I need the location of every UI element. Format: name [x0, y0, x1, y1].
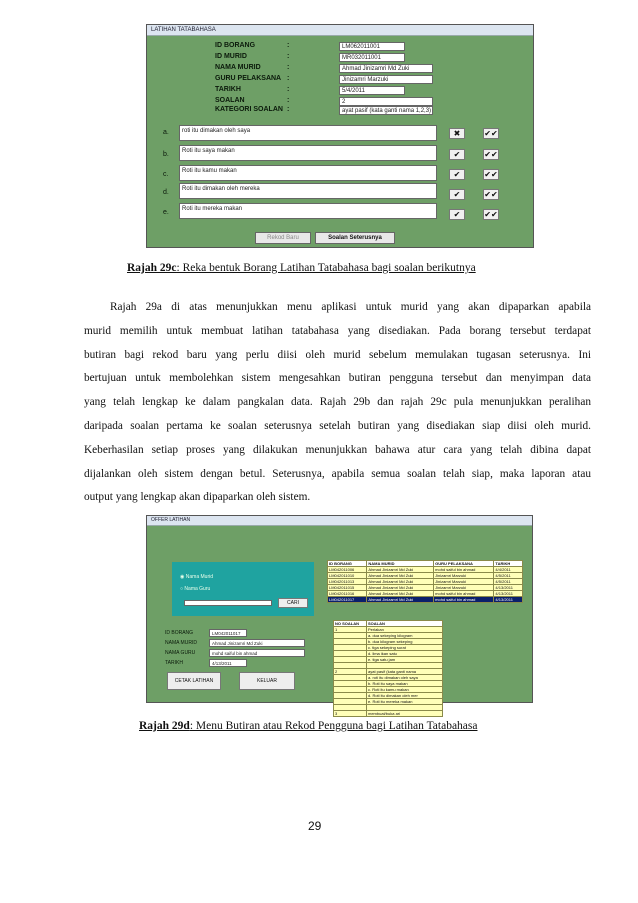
body-paragraph: Rajah 29a di atas menunjukkan menu aplikasi untuk murid yang akan dipaparkan apabila murid memilih untuk membuat latihan tatabahasa yang disediakan. Pada borang tersebut terdapat butiran bagi rekod baru yang perlu diisi oleh murid sebelum memulakan tugasan seterusnya. Ini bertujuan untuk membolehkan sistem mengesahkan butiran pengguna tersebut dan menyimpan data yang telah lengkap ke dalam pangkalan data. Rajah 29b dan rajah 29c pula menunjukkan peralihan daripada soalan pertama ke soalan seterusnya setelah butiran yang disediakan siap diisi oleh murid. Keberhasilan setiap proses yang dilakukan menunjukkan bahawa atur cara yang telah dibina dapat dijalankan oleh sistem dengan betul. Seterusnya, apabila semua soalan telah siap, maka laporan atau output yang lengkap akan dipaparkan oleh sistem. — [84, 301, 591, 504]
column-header[interactable]: ID BORANG — [328, 561, 367, 567]
correct-mark-icon: ✔ — [449, 169, 465, 180]
field-label-kategori-soalan: KATEGORI SOALAN — [215, 106, 283, 113]
new-record-button[interactable]: Rekod Baru — [255, 232, 311, 244]
answer-input[interactable]: Roti itu saya makan — [179, 145, 437, 161]
table-cell: b. Roti itu saya makan — [367, 681, 443, 687]
question-letter: b. — [163, 151, 169, 158]
field-guru-pelaksana[interactable]: Jinizamri Marzuki — [339, 75, 433, 84]
table-cell: Perlakan — [367, 627, 443, 633]
answer-input[interactable]: Roti itu kamu makan — [179, 165, 437, 181]
table-cell: LM042011006 — [328, 567, 367, 573]
table-cell: 4/4/2011 — [494, 567, 523, 573]
radio-nama-guru[interactable]: ○ Nama Guru — [180, 586, 211, 592]
table-cell: 4/13/2011 — [494, 591, 523, 597]
table-cell: Jinizamri Marzuki — [434, 573, 494, 579]
answer-input[interactable]: Roti itu dimakan oleh mereka — [179, 183, 437, 199]
table-row[interactable] — [328, 597, 523, 603]
exit-button[interactable]: KELUAR — [239, 672, 295, 690]
column-header[interactable]: NO SOALAN — [334, 621, 367, 627]
wrong-mark-icon: ✖ — [449, 128, 465, 139]
table-cell: 4/13/2011 — [494, 597, 523, 603]
answer-input[interactable]: roti itu dimakan oleh saya — [179, 125, 437, 141]
field-tarikh[interactable]: 4/13/2011 — [209, 659, 247, 667]
column-header[interactable]: NAMA MURID — [367, 561, 434, 567]
field-label-nama-murid: NAMA MURID — [215, 64, 261, 71]
field-label-id-borang: ID BORANG — [165, 630, 194, 636]
answer-input[interactable]: Roti itu mereka makan — [179, 203, 437, 219]
questions-table[interactable] — [333, 620, 443, 717]
table-cell: Ahmad Jinizamri Md Zuki — [367, 579, 434, 585]
column-header[interactable]: GURU PELAKSANA — [434, 561, 494, 567]
table-cell: ayat pasif (kata ganti nama — [367, 669, 443, 675]
search-input[interactable] — [184, 600, 272, 606]
table-cell: 4/13/2011 — [494, 585, 523, 591]
correct-mark-icon: ✔ — [449, 149, 465, 160]
field-label-id-murid: ID MURID — [215, 53, 247, 60]
table-cell: Ahmad Jinizamri Md Zuki — [367, 597, 434, 603]
next-question-button[interactable]: Soalan Seterusnya — [315, 232, 395, 244]
table-cell: mohd saiful bin ahmad — [434, 591, 494, 597]
search-panel — [172, 562, 314, 616]
field-label-tarikh: TARIKH — [215, 86, 241, 93]
search-button[interactable]: CARI — [278, 598, 308, 608]
table-cell: mohd saiful bin ahmad — [434, 597, 494, 603]
table-cell: LM042011015 — [328, 585, 367, 591]
window-title: LATIHAN TATABAHASA — [151, 27, 216, 33]
column-header[interactable]: SOALAN — [367, 621, 443, 627]
table-row[interactable] — [334, 711, 443, 717]
field-id-borang[interactable]: LM062011001 — [339, 42, 405, 51]
field-label-nama-guru: NAMA GURU — [165, 650, 196, 656]
page-number: 29 — [308, 819, 322, 833]
table-cell: LM042011010 — [328, 573, 367, 579]
table-cell: Jinizamri Marzuki — [434, 585, 494, 591]
figure-caption-29c: Rajah 29c: Reka bentuk Borang Latihan Tatabahasa bagi soalan berikutnya — [127, 262, 476, 274]
field-id-murid[interactable]: MR032011001 — [339, 53, 405, 62]
field-label-tarikh: TARIKH — [165, 660, 183, 666]
check-button[interactable]: ✔✔ — [484, 150, 498, 159]
table-cell: LM042011017 — [328, 597, 367, 603]
field-id-borang[interactable]: LM042011017 — [209, 629, 247, 637]
table-cell: mohd saiful bin ahmad — [434, 567, 494, 573]
table-cell: 4/5/2011 — [494, 573, 523, 579]
table-cell: b. dua kilogram sekeping — [367, 639, 443, 645]
check-button[interactable]: ✔✔ — [484, 210, 498, 219]
check-button[interactable]: ✔✔ — [484, 170, 498, 179]
field-soalan[interactable]: 2 — [339, 97, 433, 106]
table-cell: Ahmad Jinizamri Md Zuki — [367, 591, 434, 597]
table-cell: a. roti itu dimakan oleh saya — [367, 675, 443, 681]
question-letter: c. — [163, 171, 169, 178]
field-label-guru-pelaksana: GURU PELAKSANA — [215, 75, 282, 82]
table-cell: Ahmad Jinizamri Md Zuki — [367, 585, 434, 591]
table-cell: 4/5/2011 — [494, 579, 523, 585]
field-label-nama-murid: NAMA MURID — [165, 640, 197, 646]
field-tarikh[interactable]: 5/4/2011 — [339, 86, 405, 95]
column-header[interactable]: TARIKH — [494, 561, 523, 567]
table-cell: Ahmad Jinizamri Md Zuki — [367, 567, 434, 573]
table-cell: 3 — [334, 711, 367, 717]
table-cell: LM042011013 — [328, 579, 367, 585]
window-title-bar — [147, 516, 532, 526]
field-label-id-borang: ID BORANG — [215, 42, 256, 49]
window-title-bar — [147, 25, 533, 36]
check-button[interactable]: ✔✔ — [484, 190, 498, 199]
table-cell: a. dua sekeping kilogram — [367, 633, 443, 639]
question-letter: d. — [163, 189, 169, 196]
table-cell: Jinizamri Marzuki — [434, 579, 494, 585]
field-nama-murid[interactable]: Ahmad Jinizamri Md Zuki — [209, 639, 305, 647]
field-label-soalan: SOALAN — [215, 97, 245, 104]
table-cell: c. tiga sekeping surat — [367, 645, 443, 651]
records-table[interactable] — [327, 560, 523, 603]
question-letter: e. — [163, 209, 169, 216]
figure-caption-29d: Rajah 29d: Menu Butiran atau Rekod Pengguna bagi Latihan Tatabahasa — [139, 720, 478, 732]
correct-mark-icon: ✔ — [449, 209, 465, 220]
field-kategori-soalan[interactable]: ayat pasif (kata ganti nama 1,2,3) — [339, 106, 433, 115]
field-nama-murid[interactable]: Ahmad Jinizamri Md Zuki — [339, 64, 433, 73]
figure-29d-screenshot — [146, 515, 533, 716]
window-title: OFFER LATIHAN — [151, 517, 191, 523]
table-cell: e. tiga satu jam — [367, 657, 443, 663]
figure-29c-screenshot: LATIHAN TATABAHASA ID BORANG : LM062011001 ID MURID : MR032011001 NAMA MURID : Ahmad Jinizamri Md Zuki GURU PELAKSANA : Jinizamri Marzuki TARIKH : 5/4/2011 SOALAN : 2 KATEGORI SOALAN : ayat pasif (kata ganti nama 1,2,3) a. roti itu dimakan oleh saya ✖ ✔✔ b. Roti itu saya makan ✔ ✔✔ c. Roti itu kamu makan ✔ ✔✔ d. Roti itu dimakan oleh mereka ✔ ✔✔ e. Roti itu mereka makan ✔ ✔✔ Rekod Baru Soalan Seterusnya — [146, 24, 534, 248]
table-cell: 1 — [334, 627, 367, 633]
radio-nama-murid[interactable]: ◉ Nama Murid — [180, 574, 213, 580]
table-cell: e. Roti itu mereka makan — [367, 699, 443, 705]
table-cell: 2 — [334, 669, 367, 675]
table-cell: LM042011016 — [328, 591, 367, 597]
correct-mark-icon: ✔ — [449, 189, 465, 200]
field-nama-guru[interactable]: mohd saiful bin ahmad — [209, 649, 305, 657]
table-cell: d. lima ikan satu — [367, 651, 443, 657]
question-letter: a. — [163, 129, 169, 136]
table-cell: d. Roti itu dimakan oleh mer — [367, 693, 443, 699]
table-cell: membuat/buka ari — [367, 711, 443, 717]
table-cell: c. Roti itu kamu makan — [367, 687, 443, 693]
print-exercise-button[interactable]: CETAK LATIHAN — [167, 672, 221, 690]
table-cell: Ahmad Jinizamri Md Zuki — [367, 573, 434, 579]
check-button[interactable]: ✔✔ — [484, 129, 498, 138]
